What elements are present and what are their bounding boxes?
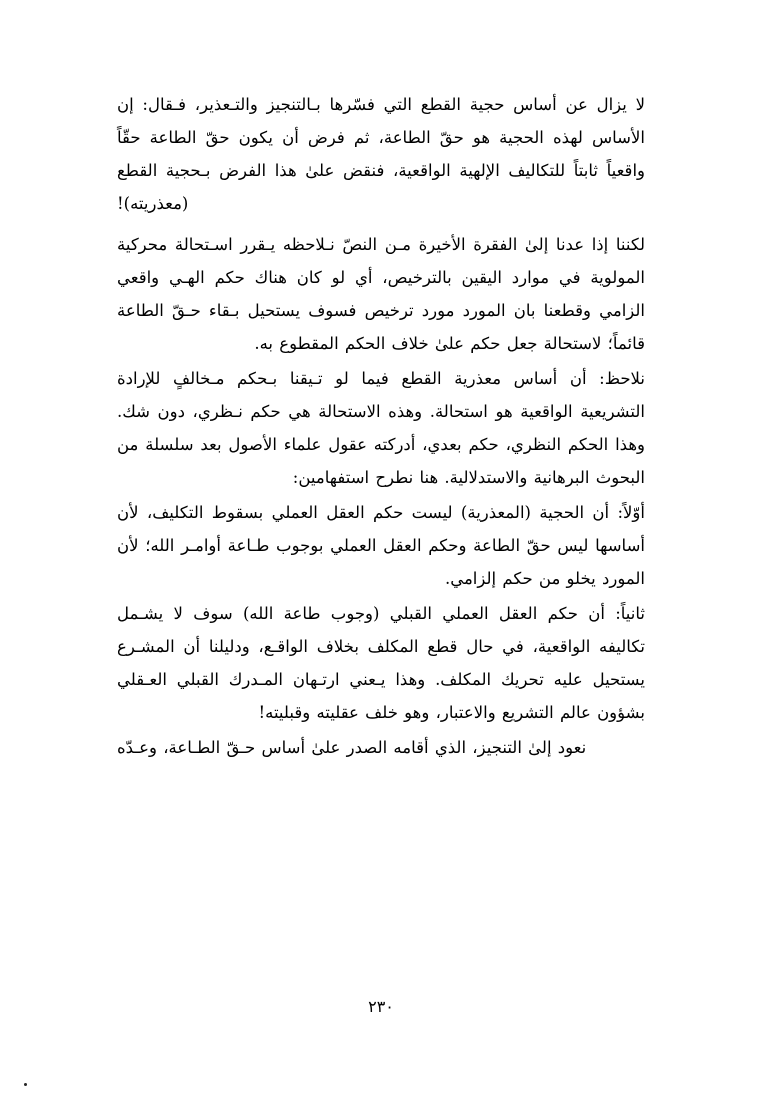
paragraph-3: نلاحظ: أن أساس معذرية القطع فيما لو تـيقنا بـحكم مـخالفٍ للإرادة التشريعية الواقعية هو استحالة. وهذه الاستحالة هي حكم نـظري، دون شك. وهذا الحكم النظري، حكم بعدي، أدركته عقول علماء الأصول بعد سلسلة من البحوث البرهانية والاستدلالية. هنا نطرح استفهامين: [117,369,645,487]
paragraph-2: لكننا إذا عدنا إلىٰ الفقرة الأخيرة مـن النصّ نـلاحظه يـقرر اسـتحالة محركية المولوية في موارد اليقين بالترخيص، أي لو كان هناك حكم الهـي واقعي الزامي وقطعنا بان المورد مورد ترخيص فسوف يستحيل بـقاء حـقّ الطاعة قائماً؛ لاستحالة جعل حكم علىٰ خلاف الحكم المقطوع به. [117,235,645,353]
page-number: ٢٣٠ [368,997,394,1016]
paragraph-5: ثانياً: أن حكم العقل العملي القبلي (وجوب طاعة الله) سوف لا يشـمل تكاليفه الواقعية، في حال قطع المكلف بخلاف الواقـع، ودليلنا أن المشـرع يستحيل عليه تحريك المكلف. وهذا يـعني ارتـهان المـدرك القبلي العـقلي بشؤون عالم التشريع والاعتبار، وهو خلف عقليته وقبليته! [117,604,645,722]
corner-mark [24,1083,27,1086]
text-column [117,88,645,766]
paragraph-6: نعود إلىٰ التنجيز، الذي أقامه الصدر علىٰ أساس حـقّ الطـاعة، وعـدّه [117,738,587,757]
paragraph-1: لا يزال عن أساس حجية القطع التي فسّرها بـالتنجيز والتـعذير، فـقال: إن الأساس لهذه الحجية هو حقّ الطاعة، ثم فرض أن يكون حقّ الطاعة حقّاً واقعياً ثابتاً للتكاليف الإلهية الواقعية، فنقض علىٰ هذا الفرض بـحجية القطع (معذريته)! [117,95,645,213]
paragraph-4: أوّلاً: أن الحجية (المعذرية) ليست حكم العقل العملي بسقوط التكليف، لأن أساسها ليس حقّ الطاعة وحكم العقل العملي بوجوب طـاعة أوامـر الله؛ لأن المورد يخلو من حكم إلزامي. [117,503,645,588]
